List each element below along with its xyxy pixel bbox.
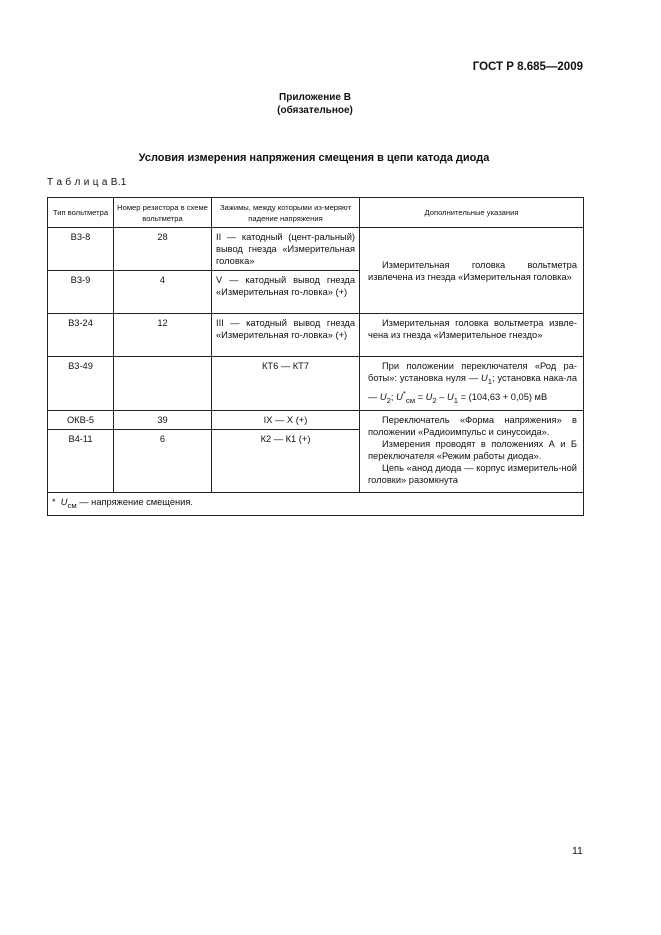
voltage-symbol: U [396, 391, 403, 402]
resistor-number: 6 [114, 429, 212, 492]
voltmeter-type: В4-11 [48, 429, 114, 492]
terminals: II — катодный (цент-ральный) вывод гнезда «Измерительная головка» [212, 228, 360, 271]
formula-text: – [436, 391, 448, 402]
appendix-title: Приложение В [279, 92, 351, 103]
table-footnote [48, 492, 584, 515]
notes-cell [360, 314, 584, 357]
column-header: Номер резистора в схеме вольтметра [114, 198, 212, 228]
formula-text: = (104,63 + 0,05) мВ [458, 391, 548, 402]
note-text: Измерения проводят в положениях А и Б переключателя «Режим работы диода». [368, 438, 577, 461]
resistor-number: 39 [114, 410, 212, 429]
terminals: К2 — К1 (+) [212, 429, 360, 492]
resistor-number: 4 [114, 271, 212, 314]
footnote-marker: * [52, 496, 56, 507]
appendix-status: (обязательное) [277, 105, 353, 116]
column-header: Дополнительные указания [360, 198, 584, 228]
column-header: Тип вольтметра [48, 198, 114, 228]
voltmeter-type: В3-49 [48, 357, 114, 411]
note-text: Измерительная головка вольтметра извле-чена из гнезда «Измерительное гнездо» [368, 318, 577, 340]
voltmeter-type: ОКВ-5 [48, 410, 114, 429]
terminals: IX — X (+) [212, 410, 360, 429]
formula-text: = [415, 391, 426, 402]
voltage-subscript: 1 [487, 376, 493, 386]
voltage-symbol: U [379, 391, 387, 402]
notes-cell [360, 357, 584, 411]
voltage-symbol: U [425, 391, 433, 402]
table-caption: Т а б л и ц а В.1 [47, 177, 127, 188]
voltmeter-type: В3-8 [48, 228, 114, 271]
appendix-heading [0, 91, 630, 117]
notes-cell [360, 228, 584, 314]
voltmeter-type: В3-24 [48, 314, 114, 357]
voltage-symbol: U [481, 373, 488, 383]
section-title: Условия измерения напряжения смещения в цепи катода диода [138, 152, 490, 164]
formula-text: При положении переключателя «Род ра-боты»: установка нуля — [368, 361, 577, 383]
terminals: III — катодный вывод гнезда «Измерительная го-ловка» (+) [212, 314, 360, 357]
table-row [48, 357, 584, 411]
terminals: КТ6 — КТ7 [212, 357, 360, 411]
conditions-table [47, 197, 584, 516]
voltmeter-type: В3-9 [48, 271, 114, 314]
note-text: Цепь «анод диода — корпус измеритель-ной головки» разомкнута [368, 462, 577, 485]
page-number: 11 [572, 845, 583, 857]
voltage-subscript: 1 [453, 395, 459, 405]
voltage-symbol: U [60, 496, 68, 507]
resistor-number: 12 [114, 314, 212, 357]
formula-text: ; [390, 391, 397, 402]
table-row [48, 410, 584, 429]
terminals: V — катодный вывод гнезда «Измерительная го-ловка» (+) [212, 271, 360, 314]
table-row [48, 314, 584, 357]
voltage-footnote-star: * [402, 388, 406, 398]
voltage-subscript: 2 [432, 395, 437, 405]
voltage-subscript: 2 [386, 395, 391, 405]
table-header-row [48, 198, 584, 228]
formula-text: ; установка нака-ла — [368, 373, 577, 402]
table-footnote-row [48, 492, 584, 515]
voltage-subscript: см [405, 395, 416, 405]
table-row [48, 228, 584, 271]
column-header: Зажимы, между которыми из-меряют падение напряжения [212, 198, 360, 228]
notes-cell [360, 410, 584, 492]
voltage-symbol: U [447, 391, 454, 402]
standard-code: ГОСТ Р 8.685—2009 [472, 61, 583, 73]
resistor-number [114, 357, 212, 411]
note-text: Измерительная головка вольтметра извлечена из гнезда «Измерительная головка» [368, 259, 577, 282]
resistor-number: 28 [114, 228, 212, 271]
footnote-text: — напряжение смещения. [76, 496, 193, 507]
note-text: Переключатель «Форма напряжения» в положении «Радиоимпульс и синусоида». [368, 414, 577, 437]
note-formula [368, 360, 577, 407]
voltage-subscript: см [67, 500, 77, 510]
